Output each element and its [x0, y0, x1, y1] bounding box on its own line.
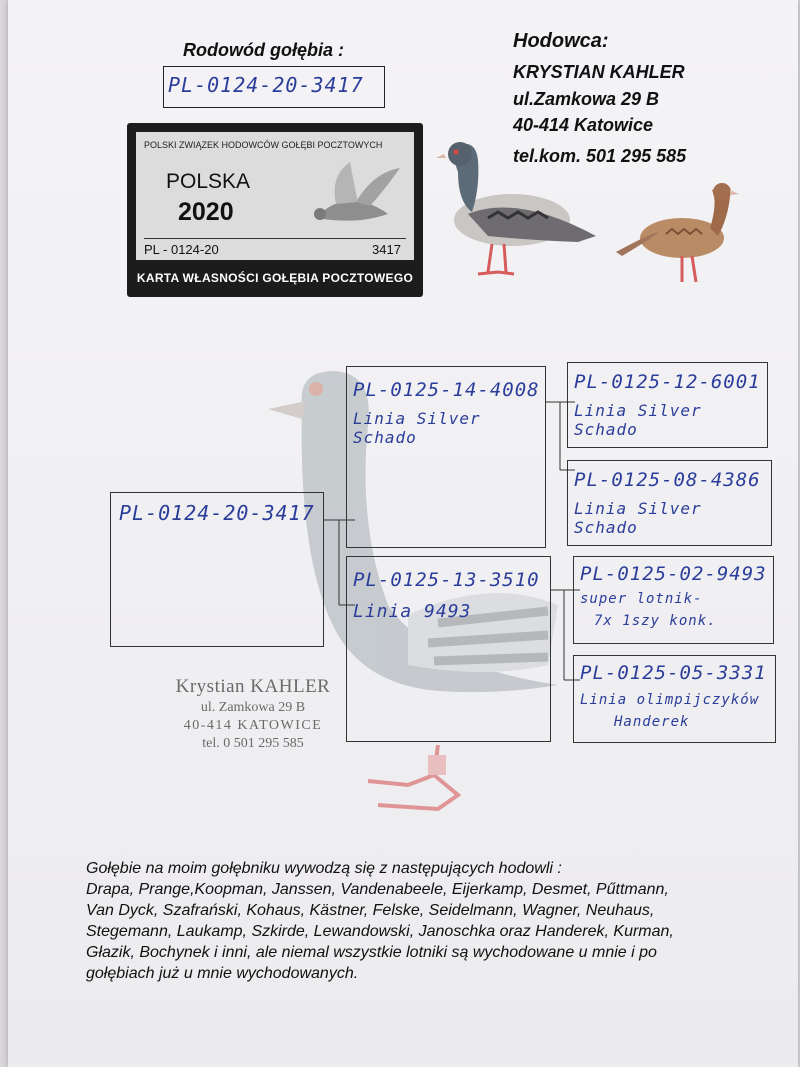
breeder-label: Hodowca: — [513, 30, 609, 52]
stamp-city: 40-414 KATOWICE — [183, 718, 323, 733]
card-ring-suffix: 3417 — [372, 242, 401, 257]
pedigree-dam-sire-box — [573, 556, 774, 644]
pedigree-title: Rodowód gołębia : — [183, 40, 344, 60]
footer-line: Drapa, Prange,Koopman, Janssen, Vandenabeele, Eijerkamp, Desmet, Pűttmann, — [86, 881, 669, 898]
main-ring-number: PL-0124-20-3417 — [168, 73, 364, 97]
card-caption: KARTA WŁASNOŚCI GOŁĘBIA POCZTOWEGO — [136, 271, 414, 285]
sire-dam-note: Linia Silver Schado — [574, 499, 702, 537]
dam-ring: PL-0125-13-3510 — [353, 569, 540, 591]
card-ring-prefix: PL - 0124-20 — [144, 242, 219, 257]
pedigree-dam-dam-box — [573, 655, 776, 743]
card-association: POLSKI ZWIĄZEK HODOWCÓW GOŁĘBI POCZTOWYCH — [144, 140, 383, 150]
breeding-lines-text — [86, 858, 786, 984]
dam-dam-ring: PL-0125-05-3331 — [580, 662, 767, 684]
sire-dam-ring: PL-0125-08-4386 — [574, 469, 761, 491]
footer-line: gołębiach już u mnie wychodowanych. — [86, 965, 359, 982]
dam-dam-note2: Handerek — [614, 714, 690, 730]
footer-line: Głazik, Bochynek i inni, ale niemal wszystkie lotniki są wychodowane u mnie i po — [86, 944, 657, 961]
breeder-street: ul.Zamkowa 29 B — [513, 89, 660, 109]
breeder-phone: tel.kom. 501 295 585 — [513, 146, 687, 166]
sire-note: Linia Silver Schado — [353, 409, 481, 447]
stamp-phone: tel. 0 501 295 585 — [202, 736, 304, 751]
pedigree-sire-sire-box — [567, 362, 768, 448]
pedigree-subject-box — [110, 492, 324, 647]
dam-sire-ring: PL-0125-02-9493 — [580, 563, 767, 585]
pedigree-dam-box — [346, 556, 551, 742]
breeder-name: KRYSTIAN KAHLER — [513, 62, 685, 82]
subject-ring: PL-0124-20-3417 — [119, 501, 315, 525]
dam-note: Linia 9493 — [353, 601, 472, 622]
stamp-name: Krystian KAHLER — [175, 676, 331, 697]
pedigree-sire-box — [346, 366, 546, 548]
sire-sire-ring: PL-0125-12-6001 — [574, 371, 761, 393]
dam-sire-note2: 7x 1szy konk. — [594, 613, 717, 629]
footer-line: Van Dyck, Szafrański, Kohaus, Kästner, Felske, Seidelmann, Wagner, Neuhaus, — [86, 902, 655, 919]
card-year: 2020 — [178, 198, 234, 226]
card-country: POLSKA — [166, 170, 251, 193]
footer-line: Stegemann, Laukamp, Szkirde, Lewandowski, Janoschka oraz Handerek, Kurman, — [86, 923, 674, 940]
sire-ring: PL-0125-14-4008 — [353, 379, 540, 401]
dam-sire-note1: super lotnik- — [580, 591, 703, 607]
sire-sire-note: Linia Silver Schado — [574, 401, 702, 439]
breeder-stamp — [138, 676, 368, 752]
pedigree-sire-dam-box — [567, 460, 772, 546]
footer-line: Gołębie na moim gołębniku wywodzą się z następujących hodowli : — [86, 860, 562, 877]
breeder-city: 40-414 Katowice — [513, 115, 654, 135]
pedigree-page — [8, 0, 798, 1067]
dam-dam-note1: Linia olimpijczyków — [580, 692, 760, 708]
stamp-street: ul. Zamkowa 29 B — [200, 700, 306, 715]
